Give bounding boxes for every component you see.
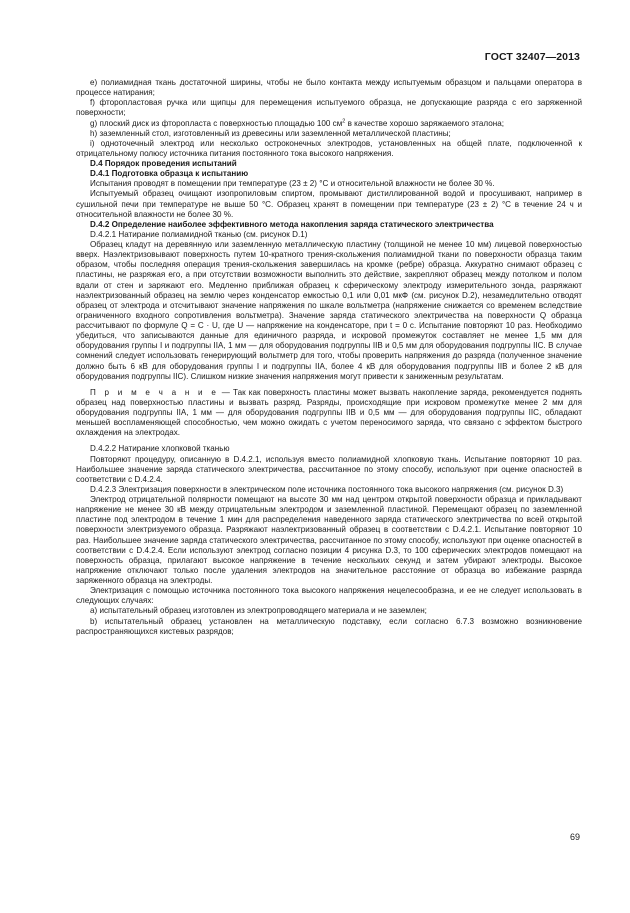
- page-number: 69: [569, 832, 580, 842]
- standard-header: ГОСТ 32407—2013: [484, 51, 580, 63]
- section-heading-d42: D.4.2 Определение наиболее эффективного метода накопления заряда статического электричества: [90, 219, 494, 229]
- subsection-heading-d422: D.4.2.2 Натирание хлопковой тканью: [90, 444, 230, 454]
- note: [76, 388, 582, 439]
- paragraph-conditions: Испытания проводят в помещении при температуре (23 ± 2) °С и относительной влажности не более 30 %.: [90, 179, 495, 189]
- superscript: 2: [342, 117, 346, 124]
- list-item-g-text-a: g) плоский диск из фторопласта с поверхностью площадью 100 см: [90, 118, 343, 128]
- list-item-b: b) испытательный образец установлен на металлическую подставку, если согласно 6.7.3 возможно возникновение распространяющихся кистевых разрядов;: [76, 616, 582, 636]
- note-label: П р и м е ч а н и е: [90, 387, 219, 397]
- list-item-i: i) одноточечный электрод или несколько остроконечных электродов, установленных на общей плате, подключенной к отрицательному полюсу источника питания постоянного тока высокого напряжения.: [76, 138, 582, 158]
- paragraph-polyamide-rubbing: Образец кладут на деревянную или заземленную металлическую пластину (толщиной не менее 10 мм) лицевой поверхностью вверх. Наэлектризовывают поверхность путем 10-кратного трения-скольжения полиамидной ткани по поверхности образца таким образом, чтобы последняя операция трения-скольжения завершилась на кромке (ребре) образца. Аккуратно снимают образец с пластины, не разряжая его, а при отсутствии возможности выполнить это действие, закрепляют образец между потолком и полом вдали от стен и заряжают его. Медленно приближая образец к сферическому электроду измерительного зонда, разряжают наэлектризованный образец на землю через конденсатор емкостью 0,1 или 0,01 мкФ (см. рисунок D.2), незамедлительно отводят образец от электрода и отсчитывают значение напряжения по шкале вольтметра (напряжение снижается со временем вследствие ограниченного входного сопротивления вольтметра). Значение заряда статического электричества на поверхности Q образца рассчитывают по формуле Q = C · U, где U — напряжение на конденсаторе, при t = 0 с. Испытание повторяют 10 раз. Необходимо убедиться, что записываются данные для единичного разряда, и искровой промежуток составляет не менее 1,5 мм для оборудования группы I и подгруппы IIA, 1 мм — для оборудования подгруппы IIB и 0,5 мм для оборудования подгруппы IIC. В случае сомнений следует использовать генерирующий вольтметр для того, чтобы проверить напряжения до разряда (полученное значение должно быть 6 кВ для оборудования группы I и подгруппы IIA, более 4 кВ для оборудования подгруппы IIB и более 2 кВ для оборудования подгруппы IIC). Слишком низкие значения напряжения могут привести к заниженным результатам.: [76, 240, 582, 381]
- section-heading-d41: D.4.1 Подготовка образца к испытанию: [90, 169, 249, 179]
- list-item-f: f) фторопластовая ручка или щипцы для перемещения испытуемого образца, не допускающие разряда с его заряженной поверхности;: [76, 98, 582, 118]
- list-item-g: [76, 119, 582, 129]
- paragraph-cleaning: Испытуемый образец очищают изопропиловым спиртом, промывают дистиллированной водой и просушивают, например в сушильной печи при температуре не выше 50 °С. Образец хранят в помещении при температуре (23 ± 2) °С в течение 24 ч и относительной влажности не более 30 %.: [76, 189, 582, 219]
- document-body: [76, 78, 582, 637]
- list-item-h: h) заземленный стол, изготовленный из древесины или заземленной металлической пластины;: [90, 128, 451, 138]
- paragraph-hv-charging: Электрод отрицательной полярности помещают на высоте 30 мм над центром открытой поверхности образца и прикладывают напряжение не менее 30 кВ между отрицательным электродом и заземленной пластиной. Перемещают образец по заземленной пластине под электродом в течение 1 мин для распределения наведенного заряда статического электричества по всей открытой поверхности электризуемого образца. Разряжают наэлектризованный образец в соответствии с D.4.2.1. Испытание повторяют 10 раз. Наибольшее значение заряда статического электричества, рассчитанное по этому способу, используют при оценке опасностей в соответствии с D.4.2.4. Если используют электрод согласно позиции 4 рисунка D.3, то 100 сферических электродов помещают на поверхность образца, прилагают высокое напряжение в течение нескольких секунд и затем убирают электроды. Высокое напряжение отключают только после удаления электродов на значительное расстояние от образца во избежание разряда заряженного образца на электроды.: [76, 495, 582, 585]
- list-item-g-text-b: в качестве хорошо заряжаемого эталона;: [345, 118, 504, 128]
- list-item-a: a) испытательный образец изготовлен из электропроводящего материала и не заземлен;: [90, 606, 427, 616]
- paragraph-cotton-rubbing: Повторяют процедуру, описанную в D.4.2.1, используя вместо полиамидной хлопковую ткань. Испытание повторяют 10 раз. Наибольшее значение заряда статического электричества, рассчитанное по этому способу, используют при оценке опасностей в соответствии с D.4.2.4.: [76, 454, 582, 484]
- paragraph-exclusions: Электризация с помощью источника постоянного тока высокого напряжения нецелесообразна, и ее не следует использовать в следующих случаях:: [76, 586, 582, 606]
- list-item-e: e) полиамидная ткань достаточной ширины, чтобы не было контакта между испытуемым образцом и пальцами оператора в процессе натирания;: [76, 78, 582, 98]
- subsection-heading-d423: D.4.2.3 Электризация поверхности в электрическом поле источника постоянного тока высокого напряжения (см. рисунок D.3): [90, 484, 564, 494]
- section-heading-d4: D.4 Порядок проведения испытаний: [90, 159, 237, 168]
- note-text: — Так как поверхность пластины может вызвать накопление заряда, рекомендуется поднять образец над поверхностью пластины и вызвать разряд. Разряды, происходящие при искровом промежутке менее 2 мм для оборудования подгруппы IIA, 1 мм — для оборудования подгруппы IIB и 0,5 мм — для оборудования подгруппы IIC, обладают меньшей воспламеняющей способностью, чем можно ожидать с учетом переносимого заряда, что связано с эффектом быстрого охлаждения на электродах.: [76, 387, 582, 438]
- subsection-heading-d421: D.4.2.1 Натирание полиамидной тканью (см. рисунок D.1): [90, 229, 308, 239]
